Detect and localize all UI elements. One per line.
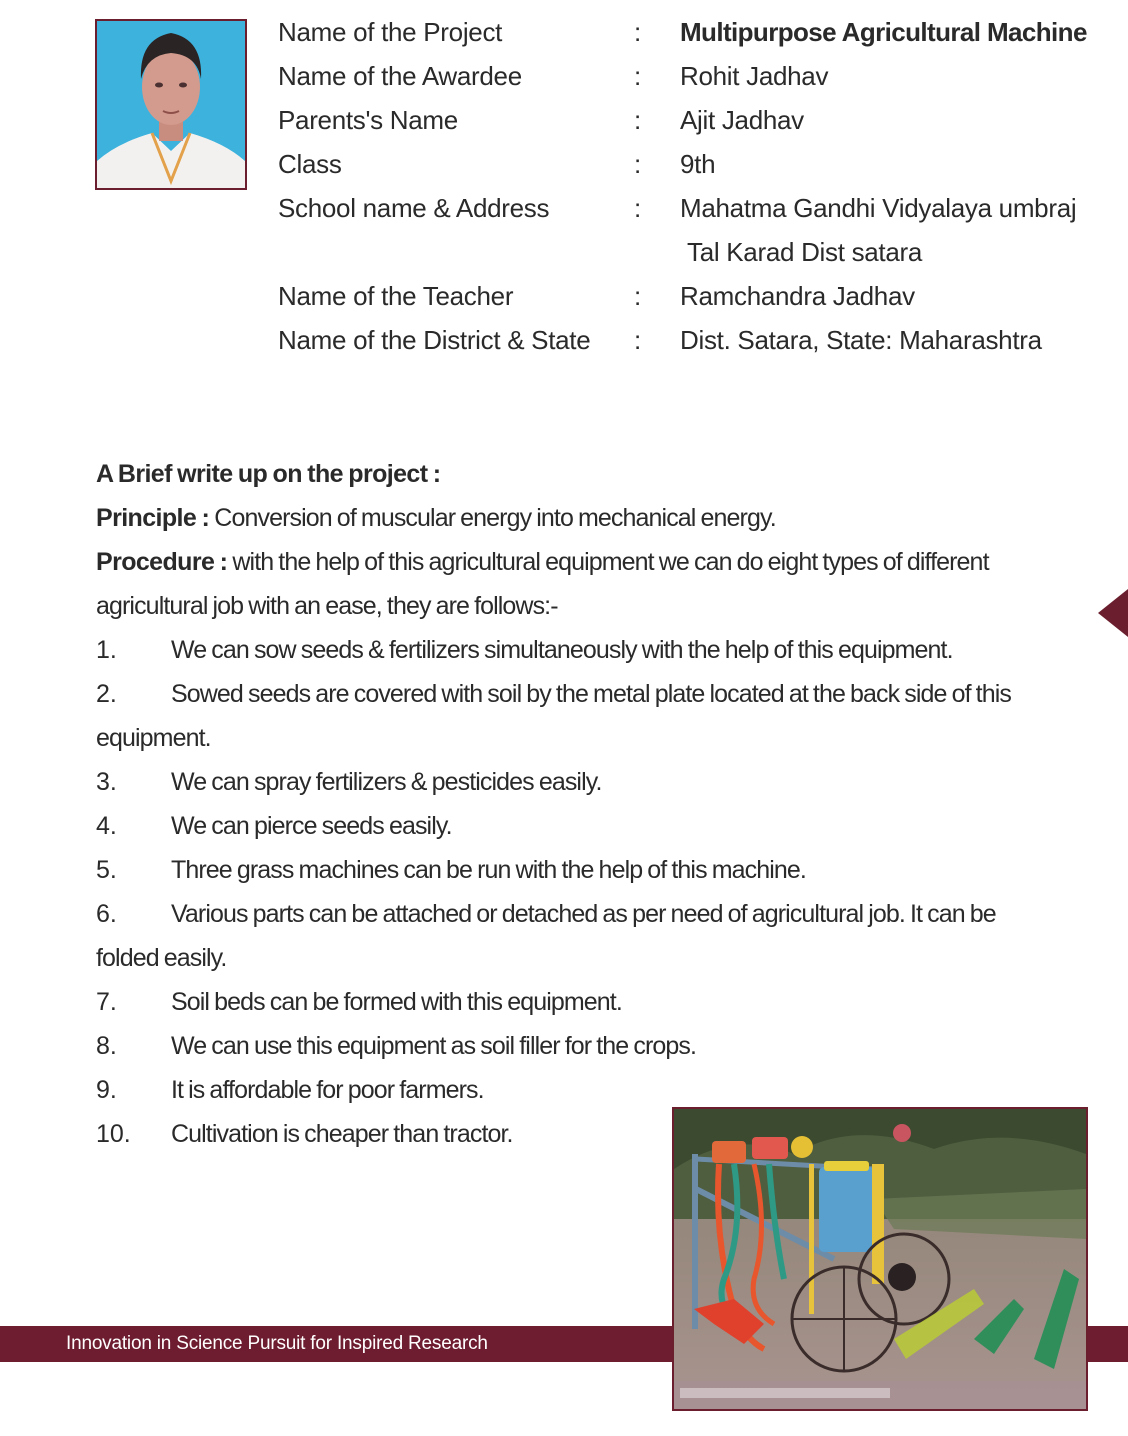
list-item [96,764,1096,808]
list-number: 10. [96,1120,131,1148]
list-number: 4. [96,812,117,840]
awardee-portrait-image [97,21,245,188]
list-number: 5. [96,856,117,884]
school-name: Mahatma Gandhi Vidyalaya umbraj [680,193,1077,223]
list-number: 1. [96,636,117,664]
list-text: Various parts can be attached or detached as per need of agricultural job. It can be [171,900,996,928]
footer-tagline: Innovation in Science Pursuit for Inspired Research [66,1333,488,1354]
list-text: Three grass machines can be run with the help of this machine. [171,856,806,884]
list-text: It is affordable for poor farmers. [171,1076,484,1104]
list-number: 9. [96,1076,117,1104]
project-name: Multipurpose Agricultural Machine [680,17,1087,47]
list-item [96,1028,1096,1072]
list-number: 8. [96,1032,117,1060]
list-text: Soil beds can be formed with this equipment. [171,988,622,1016]
detail-row-class [278,146,1118,190]
principle-line [96,500,1096,544]
list-item [96,852,1096,896]
detail-separator: : [634,193,641,223]
teacher-name: Ramchandra Jadhav [680,281,915,311]
detail-row-teacher [278,278,1118,322]
list-text: We can spray fertilizers & pesticides easily. [171,768,602,796]
list-number: 3. [96,768,117,796]
machine-photo [672,1107,1088,1411]
detail-separator: : [634,281,641,311]
detail-separator: : [634,61,641,91]
detail-label: Name of the Teacher [278,281,514,311]
list-text: Cultivation is cheaper than tractor. [171,1120,513,1148]
detail-row-district [278,322,1118,366]
detail-row-project [278,14,1118,58]
principle-text: Conversion of muscular energy into mechanical energy. [209,504,776,532]
procedure-label: Procedure : [96,548,228,576]
principle-label: Principle : [96,504,210,532]
school-address: Tal Karad Dist satara [687,237,923,267]
district-state: Dist. Satara, State: Maharashtra [680,325,1042,355]
writeup-heading: A Brief write up on the project : [96,460,441,488]
awardee-details [278,14,1118,366]
procedure-cont: agricultural job with an ease, they are follows:- [96,592,558,620]
list-text: Sowed seeds are covered with soil by the metal plate located at the back side of this [171,680,1011,708]
detail-separator: : [634,325,641,355]
detail-row-awardee [278,58,1118,102]
detail-separator: : [634,17,641,47]
list-item-cont: equipment. [96,724,211,752]
page-edge-triangle-icon [1098,589,1128,637]
detail-label: Parents's Name [278,105,458,135]
list-item [96,632,1096,676]
detail-label: Name of the Project [278,17,503,47]
awardee-photo [95,19,247,190]
procedure-line [96,544,1096,588]
detail-label: School name & Address [278,193,550,223]
class-value: 9th [680,149,716,179]
list-number: 6. [96,900,117,928]
parents-name: Ajit Jadhav [680,105,804,135]
detail-label: Name of the District & State [278,325,591,355]
list-item [96,896,1096,940]
list-item [96,676,1096,720]
agricultural-machine-image [674,1109,1086,1409]
awardee-name: Rohit Jadhav [680,61,829,91]
detail-separator: : [634,105,641,135]
detail-row-parents [278,102,1118,146]
detail-label: Name of the Awardee [278,61,522,91]
list-text: We can pierce seeds easily. [171,812,452,840]
procedure-text: with the help of this agricultural equipment we can do eight types of different [227,548,989,576]
list-number: 7. [96,988,117,1016]
list-item [96,984,1096,1028]
detail-label: Class [278,149,342,179]
list-item [96,808,1096,852]
list-number: 2. [96,680,117,708]
list-text: We can use this equipment as soil filler for the crops. [171,1032,697,1060]
project-writeup [96,456,1096,1160]
detail-row-school [278,190,1118,234]
detail-row-school-cont [278,234,1118,278]
detail-separator: : [634,149,641,179]
list-item-cont: folded easily. [96,944,227,972]
list-text: We can sow seeds & fertilizers simultaneously with the help of this equipment. [171,636,953,664]
